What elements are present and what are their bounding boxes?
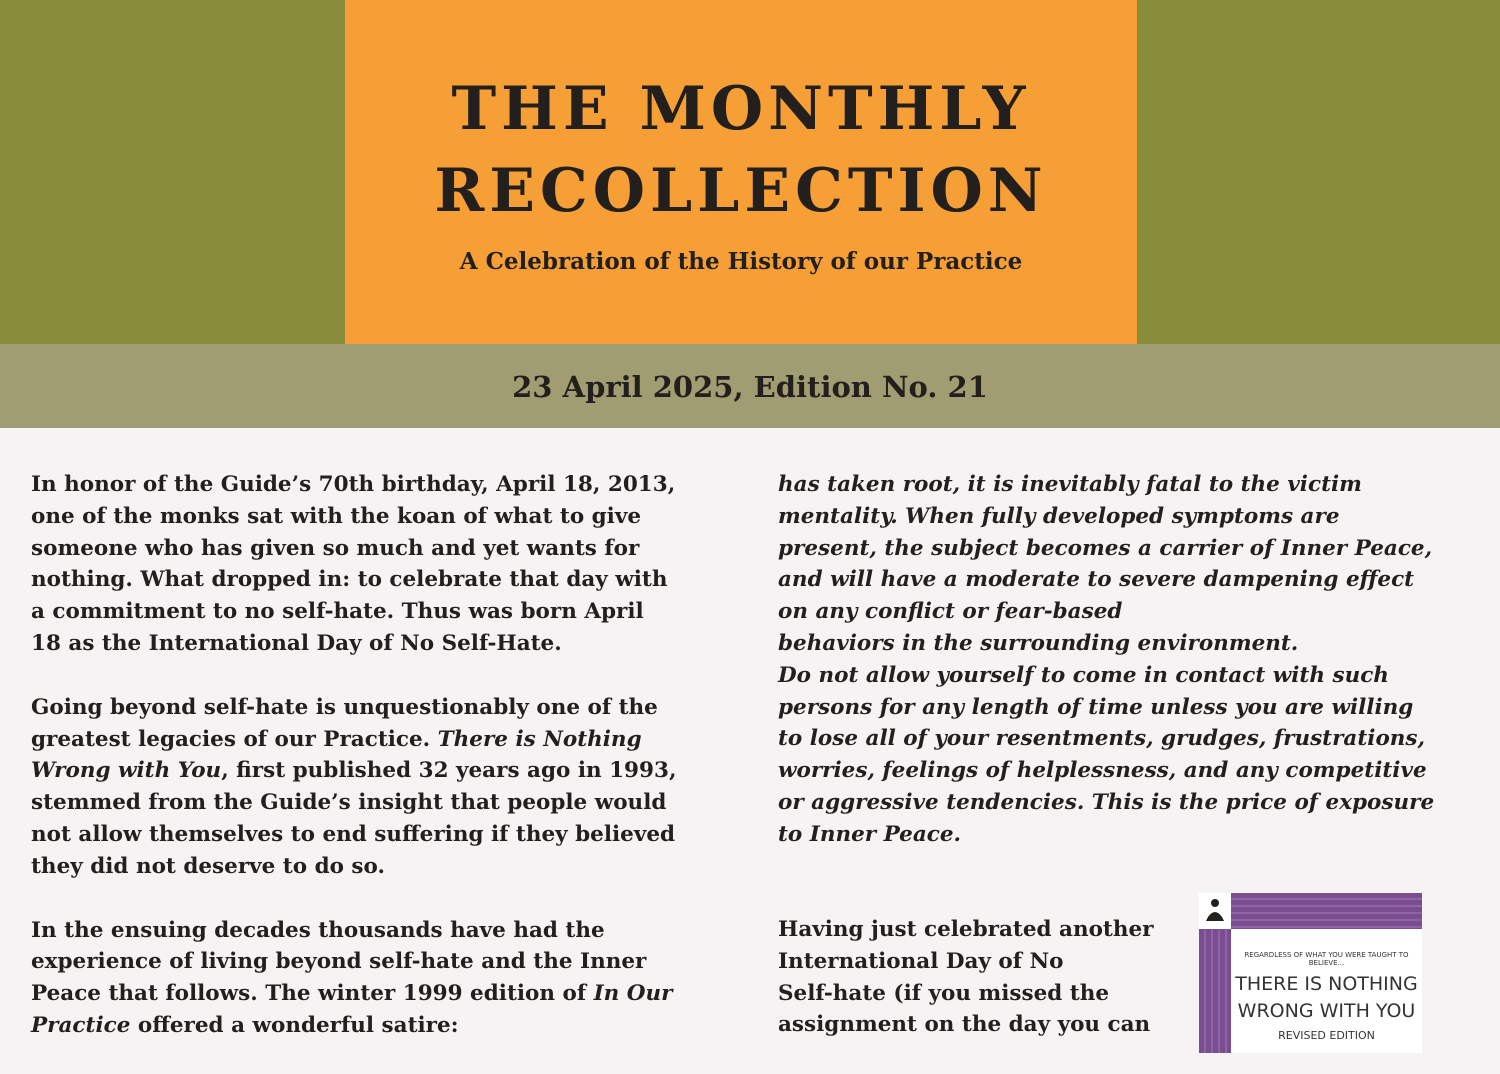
newsletter-subtitle: A Celebration of the History of our Practice: [459, 248, 1023, 275]
text-line: stemmed from the Guide’s insight that people would: [31, 790, 667, 816]
title-line-1: THE MONTHLY: [451, 74, 1031, 144]
text-line: not allow themselves to end suffering if they believed: [31, 821, 676, 847]
quote-line: and will have a moderate to severe dampening effect: [778, 567, 1415, 593]
quote-line: mentality. When fully developed symptoms are: [778, 503, 1340, 529]
text-line: one of the monks sat with the koan of what to give: [31, 503, 642, 529]
paragraph-legacy: [31, 692, 711, 883]
title-line-2: RECOLLECTION: [434, 156, 1048, 226]
text-segment: greatest legacies of our Practice.: [31, 726, 438, 752]
book-cover-title: [1231, 971, 1422, 1025]
quote-line: on any conflict or fear-based: [778, 599, 1123, 625]
meditating-figure-icon: [1204, 897, 1226, 925]
book-title-line: THERE IS NOTHING: [1235, 973, 1418, 995]
text-line: [31, 1010, 711, 1042]
satire-quote: [778, 469, 1478, 851]
book-corner: [1199, 893, 1231, 929]
text-line: International Day of No: [778, 948, 1064, 974]
text-line: Self-hate (if you missed the: [778, 980, 1110, 1006]
text-line: they did not deserve to do so.: [31, 853, 385, 879]
text-line: nothing. What dropped in: to celebrate that day with: [31, 567, 668, 593]
book-title-line: WRONG WITH YOU: [1237, 1000, 1416, 1022]
left-column: [31, 469, 711, 1074]
text-segment: , first published 32 years ago in 1993,: [221, 758, 677, 784]
paragraph-celebrated: [778, 914, 1188, 1041]
quote-line: has taken root, it is inevitably fatal to the victim: [778, 472, 1362, 497]
paragraph-decades: [31, 915, 711, 1042]
text-line: In honor of the Guide’s 70th birthday, April 18, 2013,: [31, 472, 676, 497]
text-line: Going beyond self-hate is unquestionably one of the: [31, 694, 658, 720]
book-cover-text: [1231, 929, 1422, 1053]
book-title-italic: There is Nothing: [437, 726, 642, 752]
text-line: Having just celebrated another: [778, 917, 1154, 942]
book-tagline: REGARDLESS OF WHAT YOU WERE TAUGHT TO BELIEVE...: [1244, 951, 1409, 967]
text-line: assignment on the day you can: [778, 1012, 1151, 1038]
text-line: a commitment to no self-hate. Thus was born April: [31, 599, 644, 625]
publication-title-italic: In Our: [593, 981, 673, 1007]
book-title-italic: Wrong with You: [31, 758, 222, 784]
quote-line: Do not allow yourself to come in contact with such: [778, 662, 1389, 688]
paragraph-birthday: [31, 469, 711, 660]
text-line: In the ensuing decades thousands have had the: [31, 917, 605, 943]
text-segment: offered a wonderful satire:: [130, 1012, 459, 1038]
quote-line: persons for any length of time unless you are willing: [778, 694, 1414, 720]
newsletter-title: [345, 68, 1137, 232]
book-cover-image: [1199, 893, 1422, 1053]
quote-line: present, the subject becomes a carrier of Inner Peace,: [778, 535, 1433, 561]
text-segment: Peace that follows. The winter 1999 edition of: [31, 981, 594, 1007]
text-line: someone who has given so much and yet wants for: [31, 535, 640, 561]
book-edition: REVISED EDITION: [1278, 1029, 1375, 1042]
book-stripes-top: [1231, 893, 1422, 929]
quote-line: to lose all of your resentments, grudges, frustrations,: [778, 726, 1426, 752]
quote-line: to Inner Peace.: [778, 821, 962, 847]
quote-line: worries, feelings of helplessness, and any competitive: [778, 758, 1427, 784]
quote-line: or aggressive tendencies. This is the price of exposure: [778, 789, 1435, 815]
text-line: experience of living beyond self-hate and the Inner: [31, 949, 647, 975]
text-line: [31, 724, 711, 756]
text-line: 18 as the International Day of No Self-Hate.: [31, 630, 562, 656]
publication-title-italic: Practice: [31, 1012, 131, 1038]
text-line: [31, 755, 711, 787]
quote-line: behaviors in the surrounding environment.: [778, 630, 1299, 656]
date-edition: 23 April 2025, Edition No. 21: [512, 370, 988, 404]
text-line: [31, 978, 711, 1010]
book-stripes-left: [1199, 929, 1231, 1053]
masthead-title-panel: [345, 0, 1137, 344]
